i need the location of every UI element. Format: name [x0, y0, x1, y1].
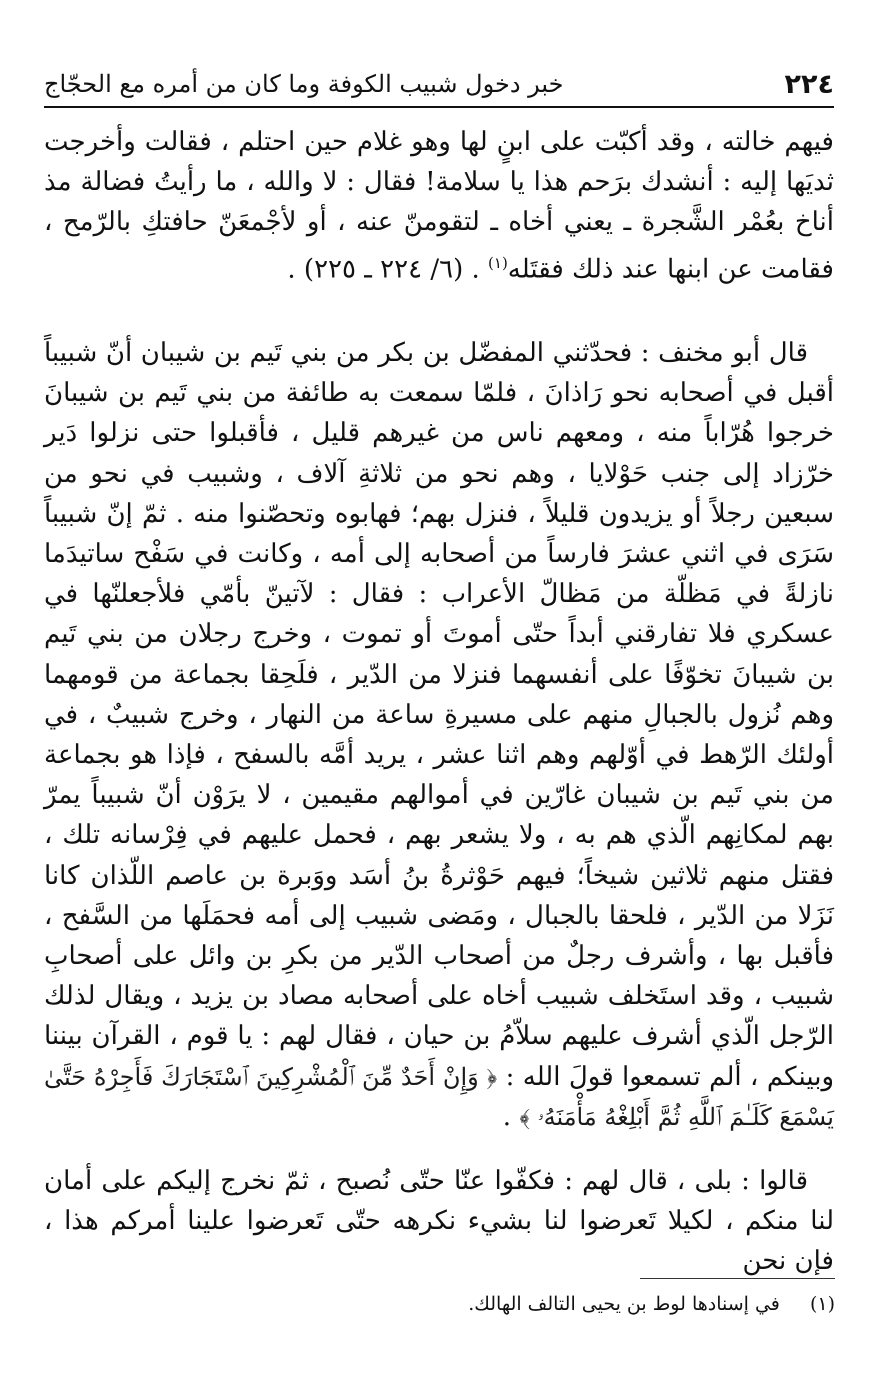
paragraph-2-text: قال أبو مخنف : فحدّثني المفضّل بن بكر من بني تَيم بن شيبان أنّ شبيباً أقبل في أصحابه نحو رَاذانَ ، فلمّا سمعت به طائفة من بني تَيم بن شيبانَ خرجوا هُرّاباً منه ، ومعهم ناس من غيرهم قليل ، فأقبلوا حتى نزلوا دَير خرّزاد إلى جنب حَوْلايا ، وهم نحو من ثلاثةِ آلاف ، وشبيب في نحو من سبعين رجلاً أو يزيدون قليلاً ، فنزل بهم؛ فهابوه وتحصّنوا منه . ثمّ إنّ شبيباً سَرَى في اثني عشرَ فارساً من أصحابه إلى أمه ، وكانت في سَفْح ساتيدَما نازلةً في مَظلّة من مَظالّ الأعراب : فقال : لآتينّ بأمّي فلأجعلنّها في عسكري فلا تفارقني أبداً حتّى أموتَ أو تموت ، وخرج رجلان من بني تَيم بن شيبانَ تخوّفًا على أنفسهما فنزلا من الدّير ، فلَحِقا بجماعة من قومهما وهم نُزول بالجبالِ منهم على مسيرةِ ساعة من النهار ، وخرج شبيبٌ ، في أولئك الرّهط في أوّلهم وهم اثنا عشر ، يريد أمَّه بالسفح ، فإذا هو بجماعة من بني تَيم بن شيبان غارّين في أموالهم مقيمين ، لا يرَوْن أنّ شبيباً يمرّ بهم لمكانِهم الّذي هم به ، ولا يشعر بهم ، فحمل عليهم في فِرْسانه تلك ، فقتل منهم ثلاثين شيخاً؛ فيهم حَوْثرةُ بنُ أسَد ووَبرة بن عاصم اللّذان كانا نَزَلا من الدّير ، فلحقا بالجبال ، ومَضى شبيب إلى أمه فحمَلَها من السَّفح ، فأقبل بها ، وأشرف رجلٌ من أصحاب الدّير من بكرِ بن وائل على أصحابِ شبيب ، وقد استَخلف شبيب أخاه على أصحابه مصاد بن يزيد ، ويقال لذلك الرّجل الّذي أشرف عليهم سلاّمُ بن حيان ، فقال لهم : يا قوم ، القرآن بيننا وبينكم ، ألم تسمعوا قولَ الله :: [44, 338, 834, 1092]
source-citation: . (٦/ ٢٢٤ ـ ٢٢٥) .: [287, 254, 480, 285]
footnote-reference: (١): [488, 253, 508, 272]
footnote-marker: (١): [809, 1293, 835, 1315]
footnote: [468, 1290, 835, 1318]
paragraph-1: [44, 122, 834, 289]
quran-verse: ﴿ وَإِنْ أَحَدٌ مِّنَ ٱلْمُشْرِكِينَ ٱسْتَجَارَكَ فَأَجِرْهُ حَتَّىٰ يَسْمَعَ كَلَـٰمَ ٱللَّهِ ثُمَّ أَبْلِغْهُ مَأْمَنَهُۥ ﴾: [44, 1062, 834, 1131]
footnote-divider: [640, 1278, 835, 1279]
page-number: ٢٢٤: [784, 68, 834, 100]
paragraph-2: [44, 333, 834, 1137]
footnote-text: في إسنادها لوط بن يحيى التالف الهالك.: [468, 1293, 780, 1315]
verse-period: .: [502, 1101, 512, 1132]
paragraph-3: [44, 1161, 834, 1282]
page-header: [44, 62, 834, 108]
running-title: خبر دخول شبيب الكوفة وما كان من أمره مع الحجّاج: [44, 70, 564, 98]
paragraph-3-text: قالوا : بلى ، قال لهم : فكفّوا عنّا حتّى نُصبح ، ثمّ نخرج إليكم على أمان لنا منكم ، لكيلا تَعرضوا لنا بشيء نكرهه حتّى تَعرضوا علينا أمركم هذا ، فإن نحن: [44, 1166, 834, 1277]
paragraph-1-text: فيهم خالته ، وقد أكبّت على ابنٍ لها وهو غلام حين احتلم ، فقالت وأخرجت ثديَها إليه : أنشدك برَحم هذا يا سلامة! فقال : لا والله ، ما رأيتُ فضالة مذ أناخ بعُمْر الشَّجرة ـ يعني أخاه ـ لتقومنّ عنه ، أو لأجْمعَنّ حافتكِ بالرّمح ، فقامت عن ابنها عند ذلك فقتَله: [44, 127, 834, 285]
